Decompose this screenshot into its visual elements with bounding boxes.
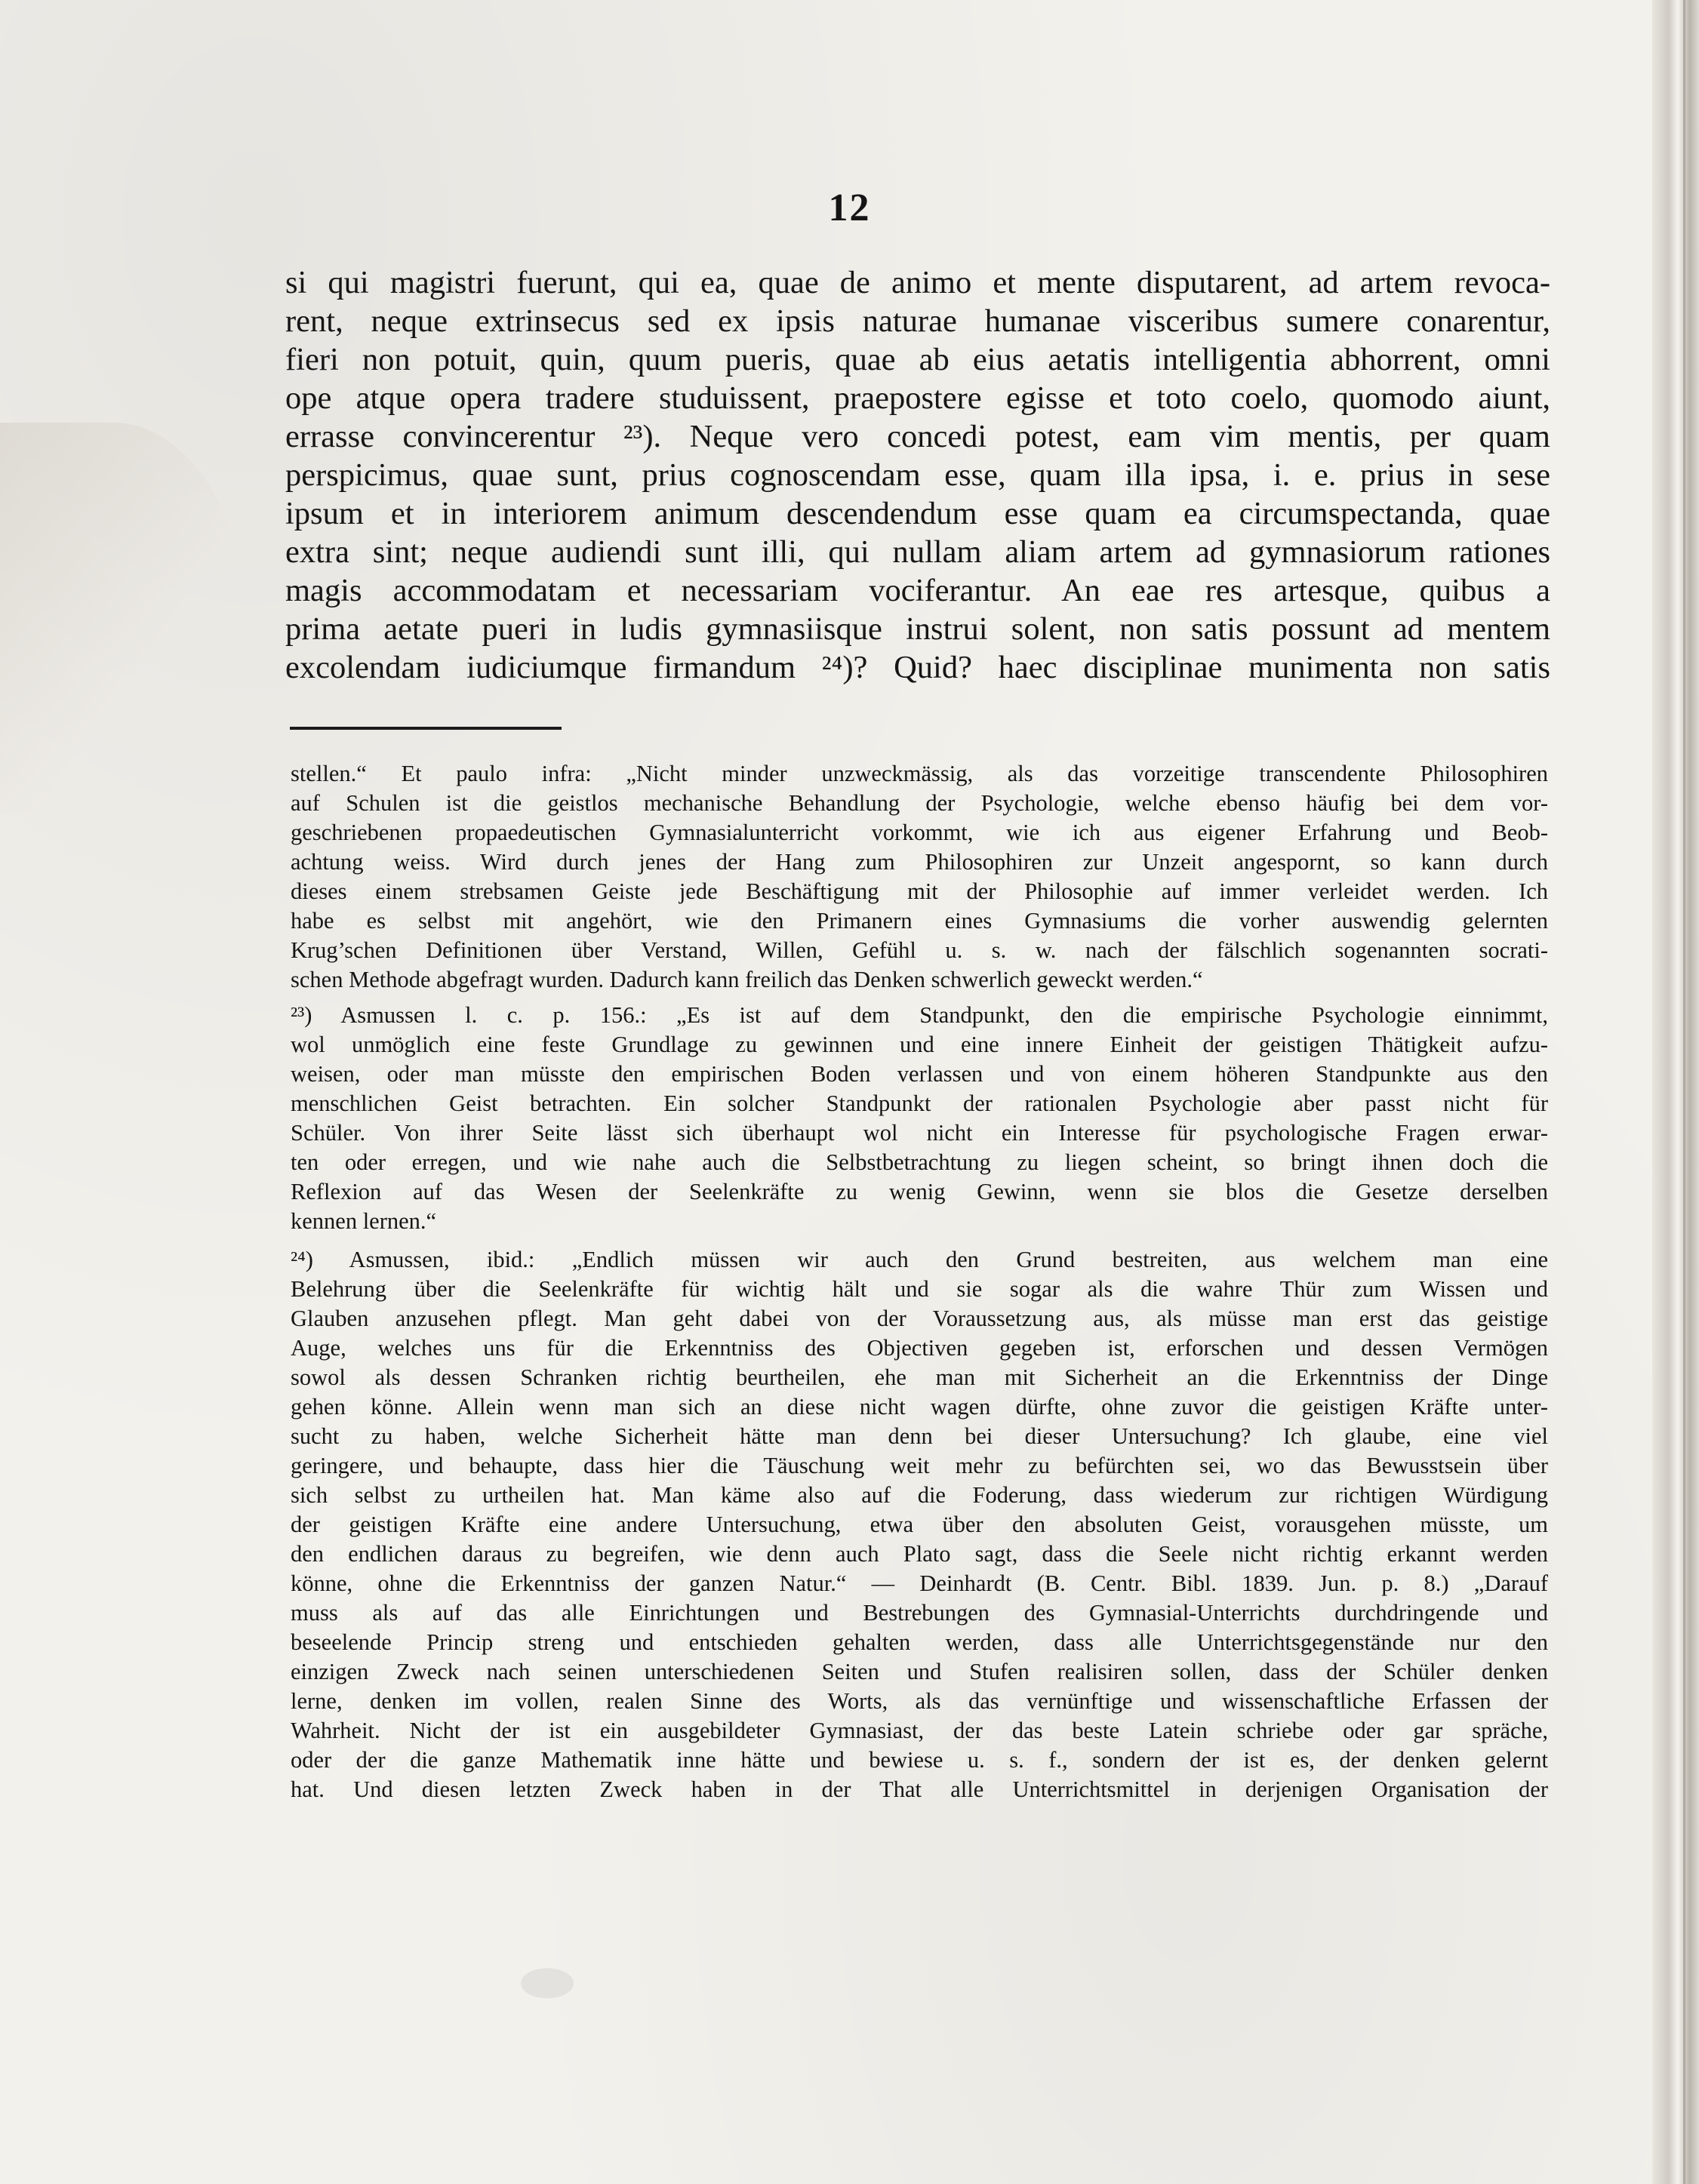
footnote-line: ten oder erregen, und wie nahe auch die Selbstbetrachtung zu liegen scheint, so bringt ihnen doch die bbox=[291, 1149, 1548, 1175]
text-line: perspicimus, quae sunt, prius cognoscendam esse, quam illa ipsa, i. e. prius in sese bbox=[285, 457, 1550, 493]
footnote-line: Wahrheit. Nicht der ist ein ausgebildeter Gymnasiast, der das beste Latein schriebe oder gar spräche, bbox=[291, 1718, 1548, 1743]
text-line: errasse convincerentur ²³). Neque vero concedi potest, eam vim mentis, per quam bbox=[285, 419, 1550, 454]
text-line: fieri non potuit, quin, quum pueris, quae ab eius aetatis intelligentia abhorrent, omni bbox=[285, 342, 1550, 377]
footnote-line: muss als auf das alle Einrichtungen und Bestrebungen des Gymnasial-Unterrichts durchdringende und bbox=[291, 1600, 1548, 1626]
main-latin-text bbox=[285, 263, 1550, 687]
footnote-line: den endlichen daraus zu begreifen, wie denn auch Plato sagt, dass die Seele nicht richtig erkannt werden bbox=[291, 1541, 1548, 1567]
footnote-line: sucht zu haben, welche Sicherheit hätte man denn bei dieser Untersuchung? Ich glaube, eine viel bbox=[291, 1423, 1548, 1449]
footnote-line: achtung weiss. Wird durch jenes der Hang zum Philosophiren zur Unzeit angespornt, so kann durch bbox=[291, 849, 1548, 875]
text-line: ope atque opera tradere studuissent, praepostere egisse et toto coelo, quomodo aiunt, bbox=[285, 380, 1550, 416]
footnote-line: stellen.“ Et paulo infra: „Nicht minder unzweckmässig, als das vorzeitige transcendente Philosophiren bbox=[291, 761, 1548, 786]
footnote-divider bbox=[290, 727, 562, 730]
footnote-line: oder der die ganze Mathematik inne hätte und bewiese u. s. f., sondern der ist es, der denken gelernt bbox=[291, 1747, 1548, 1773]
footnote-line: sowol als dessen Schranken richtig beurtheilen, ehe man mit Sicherheit an die Erkenntniss der Dinge bbox=[291, 1364, 1548, 1390]
ink-smudge bbox=[521, 1968, 574, 1998]
footnote-line: geringere, und behaupte, dass hier die Täuschung weit mehr zu befürchten sei, wo das Bewusstsein über bbox=[291, 1453, 1548, 1478]
footnote-23 bbox=[291, 1001, 1548, 1236]
footnote-line: gehen könne. Allein wenn man sich an diese nicht wagen dürfte, ohne zuvor die geistigen Kräfte unter- bbox=[291, 1394, 1548, 1420]
footnote-line: Auge, welches uns für die Erkenntniss des Objectiven gegeben ist, erforschen und dessen Vermögen bbox=[291, 1335, 1548, 1361]
footnote-line: könne, ohne die Erkenntniss der ganzen Natur.“ — Deinhardt (B. Centr. Bibl. 1839. Jun. p. 8.) „Darauf bbox=[291, 1570, 1548, 1596]
footnote-continuation bbox=[291, 759, 1548, 995]
text-line: si qui magistri fuerunt, qui ea, quae de animo et mente disputarent, ad artem revoca- bbox=[285, 265, 1550, 300]
page-binding-edge bbox=[1652, 0, 1699, 2184]
footnote-line: habe es selbst mit angehört, wie den Primanern eines Gymnasiums die vorher auswendig gelernten bbox=[291, 908, 1548, 934]
footnote-line: weisen, oder man müsste den empirischen Boden verlassen und von einem höheren Standpunkte aus den bbox=[291, 1061, 1548, 1087]
footnote-line: Reflexion auf das Wesen der Seelenkräfte zu wenig Gewinn, wenn sie blos die Gesetze derselben bbox=[291, 1179, 1548, 1204]
footnote-line: Belehrung über die Seelenkräfte für wichtig hält und sie sogar als die wahre Thür zum Wissen und bbox=[291, 1276, 1548, 1302]
footnote-24 bbox=[291, 1245, 1548, 1804]
footnotes-section bbox=[291, 759, 1548, 1804]
text-line: rent, neque extrinsecus sed ex ipsis naturae humanae visceribus sumere conarentur, bbox=[285, 303, 1550, 339]
footnote-line: Glauben anzusehen pflegt. Man geht dabei von der Voraussetzung aus, als müsse man erst das geistige bbox=[291, 1306, 1548, 1331]
footnote-line: beseelende Princip streng und entschieden gehalten werden, dass alle Unterrichtsgegenstände nur den bbox=[291, 1629, 1548, 1655]
binding-shadow-line bbox=[1683, 0, 1685, 2184]
footnote-line: der geistigen Kräfte eine andere Untersuchung, etwa über den absoluten Geist, vorausgehen müsste, um bbox=[291, 1512, 1548, 1537]
text-line: extra sint; neque audiendi sunt illi, qui nullam aliam artem ad gymnasiorum rationes bbox=[285, 534, 1550, 570]
footnote-line: sich selbst zu urtheilen hat. Man käme also auf die Foderung, dass wiederum zur richtigen Würdigung bbox=[291, 1482, 1548, 1508]
page-number: 12 bbox=[828, 186, 871, 229]
footnote-spacing bbox=[291, 995, 1548, 1001]
footnote-line: Schüler. Von ihrer Seite lässt sich überhaupt wol nicht ein Interesse für psychologische Fragen erwar- bbox=[291, 1120, 1548, 1146]
footnote-line: lerne, denken im vollen, realen Sinne des Worts, als das vernünftige und wissenschaftliche Erfassen der bbox=[291, 1688, 1548, 1714]
text-line: ipsum et in interiorem animum descendendum esse quam ea circumspectanda, quae bbox=[285, 496, 1550, 531]
footnote-line: geschriebenen propaedeutischen Gymnasialunterricht vorkommt, wie ich aus eigener Erfahrung und Beob- bbox=[291, 820, 1548, 845]
footnote-line: ²⁴) Asmussen, ibid.: „Endlich müssen wir auch den Grund bestreiten, aus welchem man eine bbox=[291, 1247, 1548, 1272]
footnote-line: ²³) Asmussen l. c. p. 156.: „Es ist auf dem Standpunkt, den die empirische Psychologie einnimmt, bbox=[291, 1002, 1548, 1028]
footnote-line: dieses einem strebsamen Geiste jede Beschäftigung mit der Philosophie auf immer verleidet werden. Ich bbox=[291, 878, 1548, 904]
footnote-line: menschlichen Geist betrachten. Ein solcher Standpunkt der rationalen Psychologie aber passt nicht für bbox=[291, 1090, 1548, 1116]
text-line: excolendam iudiciumque firmandum ²⁴)? Quid? haec disciplinae munimenta non satis bbox=[285, 650, 1550, 685]
footnote-line: schen Methode abgefragt wurden. Dadurch kann freilich das Denken schwerlich geweckt werden.“ bbox=[291, 967, 1203, 992]
footnote-spacing bbox=[291, 1236, 1548, 1245]
text-line: magis accommodatam et necessariam vociferantur. An eae res artesque, quibus a bbox=[285, 573, 1550, 608]
footnote-line: Krug’schen Definitionen über Verstand, Willen, Gefühl u. s. w. nach der fälschlich sogenannten socrati- bbox=[291, 937, 1548, 963]
footnote-line: kennen lernen.“ bbox=[291, 1208, 437, 1234]
torn-page-edge bbox=[0, 423, 249, 815]
footnote-line: einzigen Zweck nach seinen unterschiedenen Seiten und Stufen realisiren sollen, dass der Schüler denken bbox=[291, 1659, 1548, 1684]
footnote-line: hat. Und diesen letzten Zweck haben in der That alle Unterrichtsmittel in derjenigen Organisation der bbox=[291, 1776, 1548, 1802]
footnote-line: wol unmöglich eine feste Grundlage zu gewinnen und eine innere Einheit der geistigen Thätigkeit aufzu- bbox=[291, 1032, 1548, 1057]
text-line: prima aetate pueri in ludis gymnasiisque instrui solent, non satis possunt ad mentem bbox=[285, 611, 1550, 647]
footnote-line: auf Schulen ist die geistlos mechanische Behandlung der Psychologie, welche ebenso häufig bei dem vor- bbox=[291, 790, 1548, 816]
